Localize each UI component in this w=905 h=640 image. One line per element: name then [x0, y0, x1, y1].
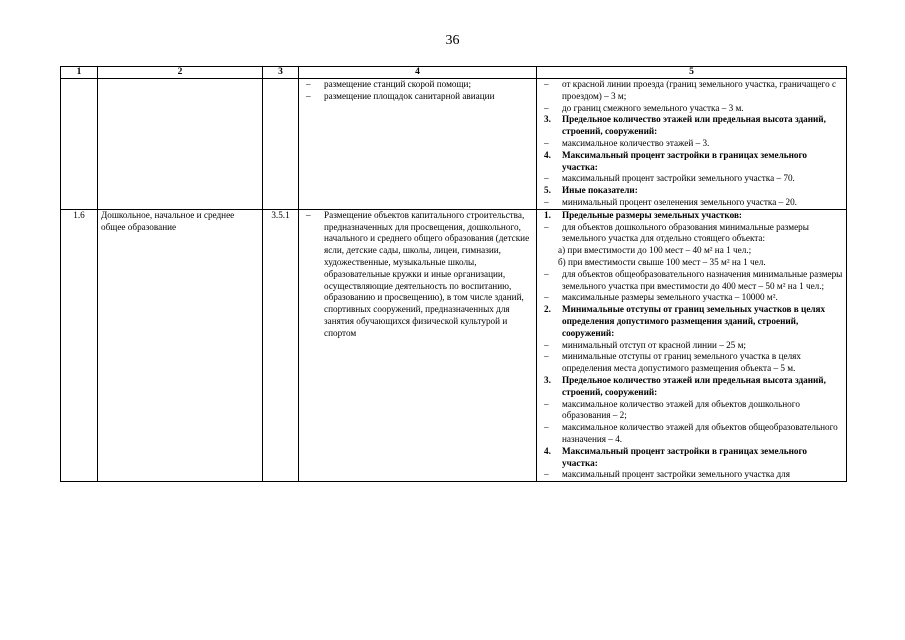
table-row: [61, 209, 847, 481]
list-item: – до границ смежного земельного участка – 3 м.: [540, 103, 843, 115]
list-item: – максимальное количество этажей для объектов общеобразовательного назначения – 4.: [540, 422, 843, 446]
list-item: [540, 114, 843, 138]
list-item: – максимальное количество этажей – 3.: [540, 138, 843, 150]
list-item: – минимальный процент озеленения земельного участка – 20.: [540, 197, 843, 209]
list-item: – от красной линии проезда (границ земельного участка, граничащего с проездом) – 3 м;: [540, 79, 843, 103]
list-item: [540, 185, 843, 197]
list-item: – для объектов дошкольного образования минимальные размеры земельного участка для отдельно стоящего объекта:: [540, 222, 843, 246]
header-cell-3: 3: [263, 67, 299, 79]
header-cell-5: 5: [537, 67, 847, 79]
list-item: – максимальные размеры земельного участка – 10000 м².: [540, 292, 843, 304]
item-number: 3.: [544, 374, 551, 385]
item-number: 2.: [544, 304, 551, 315]
list-item: – Размещение объектов капитального строительства, предназначенных для просвещения, дошкольного, начального и среднего общего образования (детские ясли, детские сады, школы, лицеи, гимназии, художественные, музыкальные школы, образовательные кружки и иные организации, осуществляющие деятельность по воспитанию, образованию и просвещению), в том числе зданий, спортивных сооружений, предназначенных для занятия обучающихся физической культурой и спортом: [302, 210, 533, 340]
item-number: 1.: [544, 209, 551, 220]
header-row: [61, 67, 847, 79]
item-number: 5.: [544, 185, 551, 196]
row2-col3: 3.5.1: [263, 209, 299, 481]
zoning-table: [60, 66, 847, 482]
item-number: 4.: [544, 445, 551, 456]
page-number: 36: [445, 33, 460, 48]
list-item: – максимальный процент застройки земельного участка для: [540, 469, 843, 481]
list-item: – минимальный отступ от красной линии – 25 м;: [540, 340, 843, 352]
header-cell-2: 2: [98, 67, 263, 79]
list-item: [540, 446, 843, 470]
list-item: б) при вместимости свыше 100 мест – 35 м² на 1 чел.: [558, 256, 766, 267]
list-item: [540, 304, 843, 339]
list-item: – максимальное количество этажей для объектов дошкольного образования – 2;: [540, 399, 843, 423]
list-item: [540, 210, 843, 222]
header-cell-4: 4: [299, 67, 537, 79]
item-number: 4.: [544, 149, 551, 160]
row1-col4: [299, 79, 537, 210]
item-text: Предельные размеры земельных участков:: [562, 209, 742, 220]
row2-col1: 1.6: [61, 209, 98, 481]
list-item: [540, 150, 843, 174]
item-number: 3.: [544, 114, 551, 125]
item-text: Предельное количество этажей или предельная высота зданий, строений, сооружений:: [562, 374, 826, 397]
row1-col3: [263, 79, 299, 210]
item-text: Предельное количество этажей или предельная высота зданий, строений, сооружений:: [562, 114, 826, 137]
row1-col5: [537, 79, 847, 210]
item-text: Максимальный процент застройки в границах земельного участка:: [562, 445, 808, 468]
header-cell-1: 1: [61, 67, 98, 79]
list-item: – размещение площадок санитарной авиации: [302, 91, 533, 103]
list-item: – минимальные отступы от границ земельного участка в целях определения места допустимого размещения объекта – 5 м.: [540, 351, 843, 375]
row1-col1: [61, 79, 98, 210]
row2-col2: Дошкольное, начальное и среднее общее образование: [98, 209, 263, 481]
item-text: Минимальные отступы от границ земельных участков в целях определения допустимого размещения зданий, строений, сооружений:: [562, 304, 826, 338]
list-item: – размещение станций скорой помощи;: [302, 79, 533, 91]
table-row: [61, 79, 847, 210]
list-item: – для объектов общеобразовательного назначения минимальные размеры земельного участка при вместимости до 400 мест – 50 м² на 1 чел.;: [540, 269, 843, 293]
item-text: Максимальный процент застройки в границах земельного участка:: [562, 149, 808, 172]
list-item: [540, 375, 843, 399]
row2-col5: [537, 209, 847, 481]
list-item: а) при вместимости до 100 мест – 40 м² на 1 чел.;: [558, 245, 752, 256]
row2-col4: [299, 209, 537, 481]
row1-col2: [98, 79, 263, 210]
item-text: Иные показатели:: [562, 185, 638, 196]
list-item: – максимальный процент застройки земельного участка – 70.: [540, 173, 843, 185]
